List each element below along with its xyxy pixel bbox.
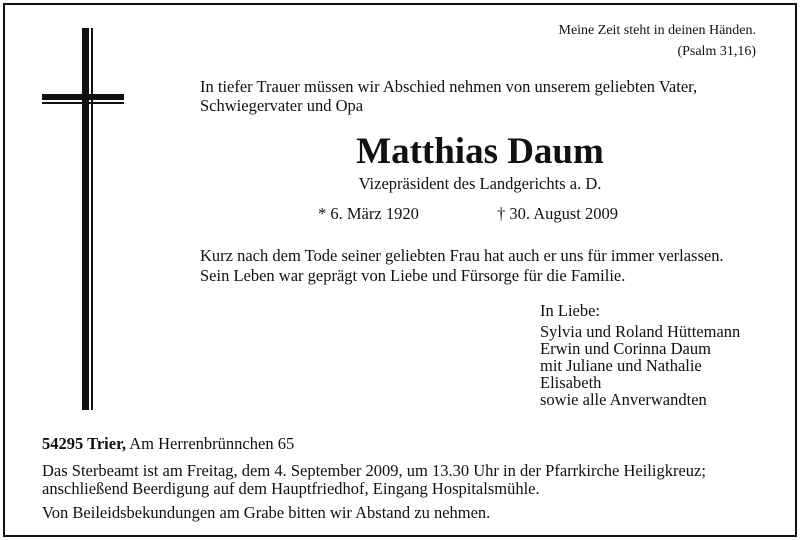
deceased-title: Vizepräsident des Landgerichts a. D. — [358, 174, 602, 193]
condolence-note: Von Beileidsbekundungen am Grabe bitten wir Abstand zu nehmen. — [42, 503, 491, 522]
intro-text — [200, 77, 697, 115]
death-date: † 30. August 2009 — [497, 204, 619, 223]
birth-date: * 6. März 1920 — [318, 204, 419, 223]
memorial-line: Kurz nach dem Tode seiner geliebten Frau hat auch er uns für immer verlassen. — [200, 246, 724, 265]
bible-verse — [559, 20, 757, 62]
memorial-paragraph — [200, 246, 724, 286]
funeral-line: anschließend Beerdigung auf dem Hauptfriedhof, Eingang Hospitalsmühle. — [42, 479, 540, 498]
mourner-name: Elisabeth — [540, 373, 602, 392]
cross-icon — [42, 28, 124, 410]
mourner-name: Erwin und Corinna Daum — [540, 339, 711, 358]
deceased-name: Matthias Daum — [356, 131, 604, 172]
memorial-line: Sein Leben war geprägt von Liebe und Fürsorge für die Familie. — [200, 266, 626, 285]
funeral-line: Das Sterbeamt ist am Freitag, dem 4. September 2009, um 13.30 Uhr in der Pfarrkirche Heiligkreuz; — [42, 461, 706, 480]
mourners-list — [540, 323, 740, 408]
address-street: Am Herrenbrünnchen 65 — [129, 434, 295, 453]
address — [42, 434, 294, 454]
bible-verse-text: Meine Zeit steht in deinen Händen. — [558, 23, 756, 38]
bible-verse-source: (Psalm 31,16) — [677, 44, 756, 59]
mourner-name: sowie alle Anverwandten — [540, 390, 707, 409]
mourner-name: mit Juliane und Nathalie — [540, 356, 702, 375]
mourner-name: Sylvia und Roland Hüttemann — [540, 322, 741, 341]
intro-line: Schwiegervater und Opa — [200, 96, 364, 115]
address-city: 54295 Trier, — [42, 434, 127, 453]
funeral-info — [42, 462, 706, 498]
mourners-heading: In Liebe: — [540, 301, 601, 320]
intro-line: In tiefer Trauer müssen wir Abschied nehmen von unserem geliebten Vater, — [200, 77, 698, 96]
